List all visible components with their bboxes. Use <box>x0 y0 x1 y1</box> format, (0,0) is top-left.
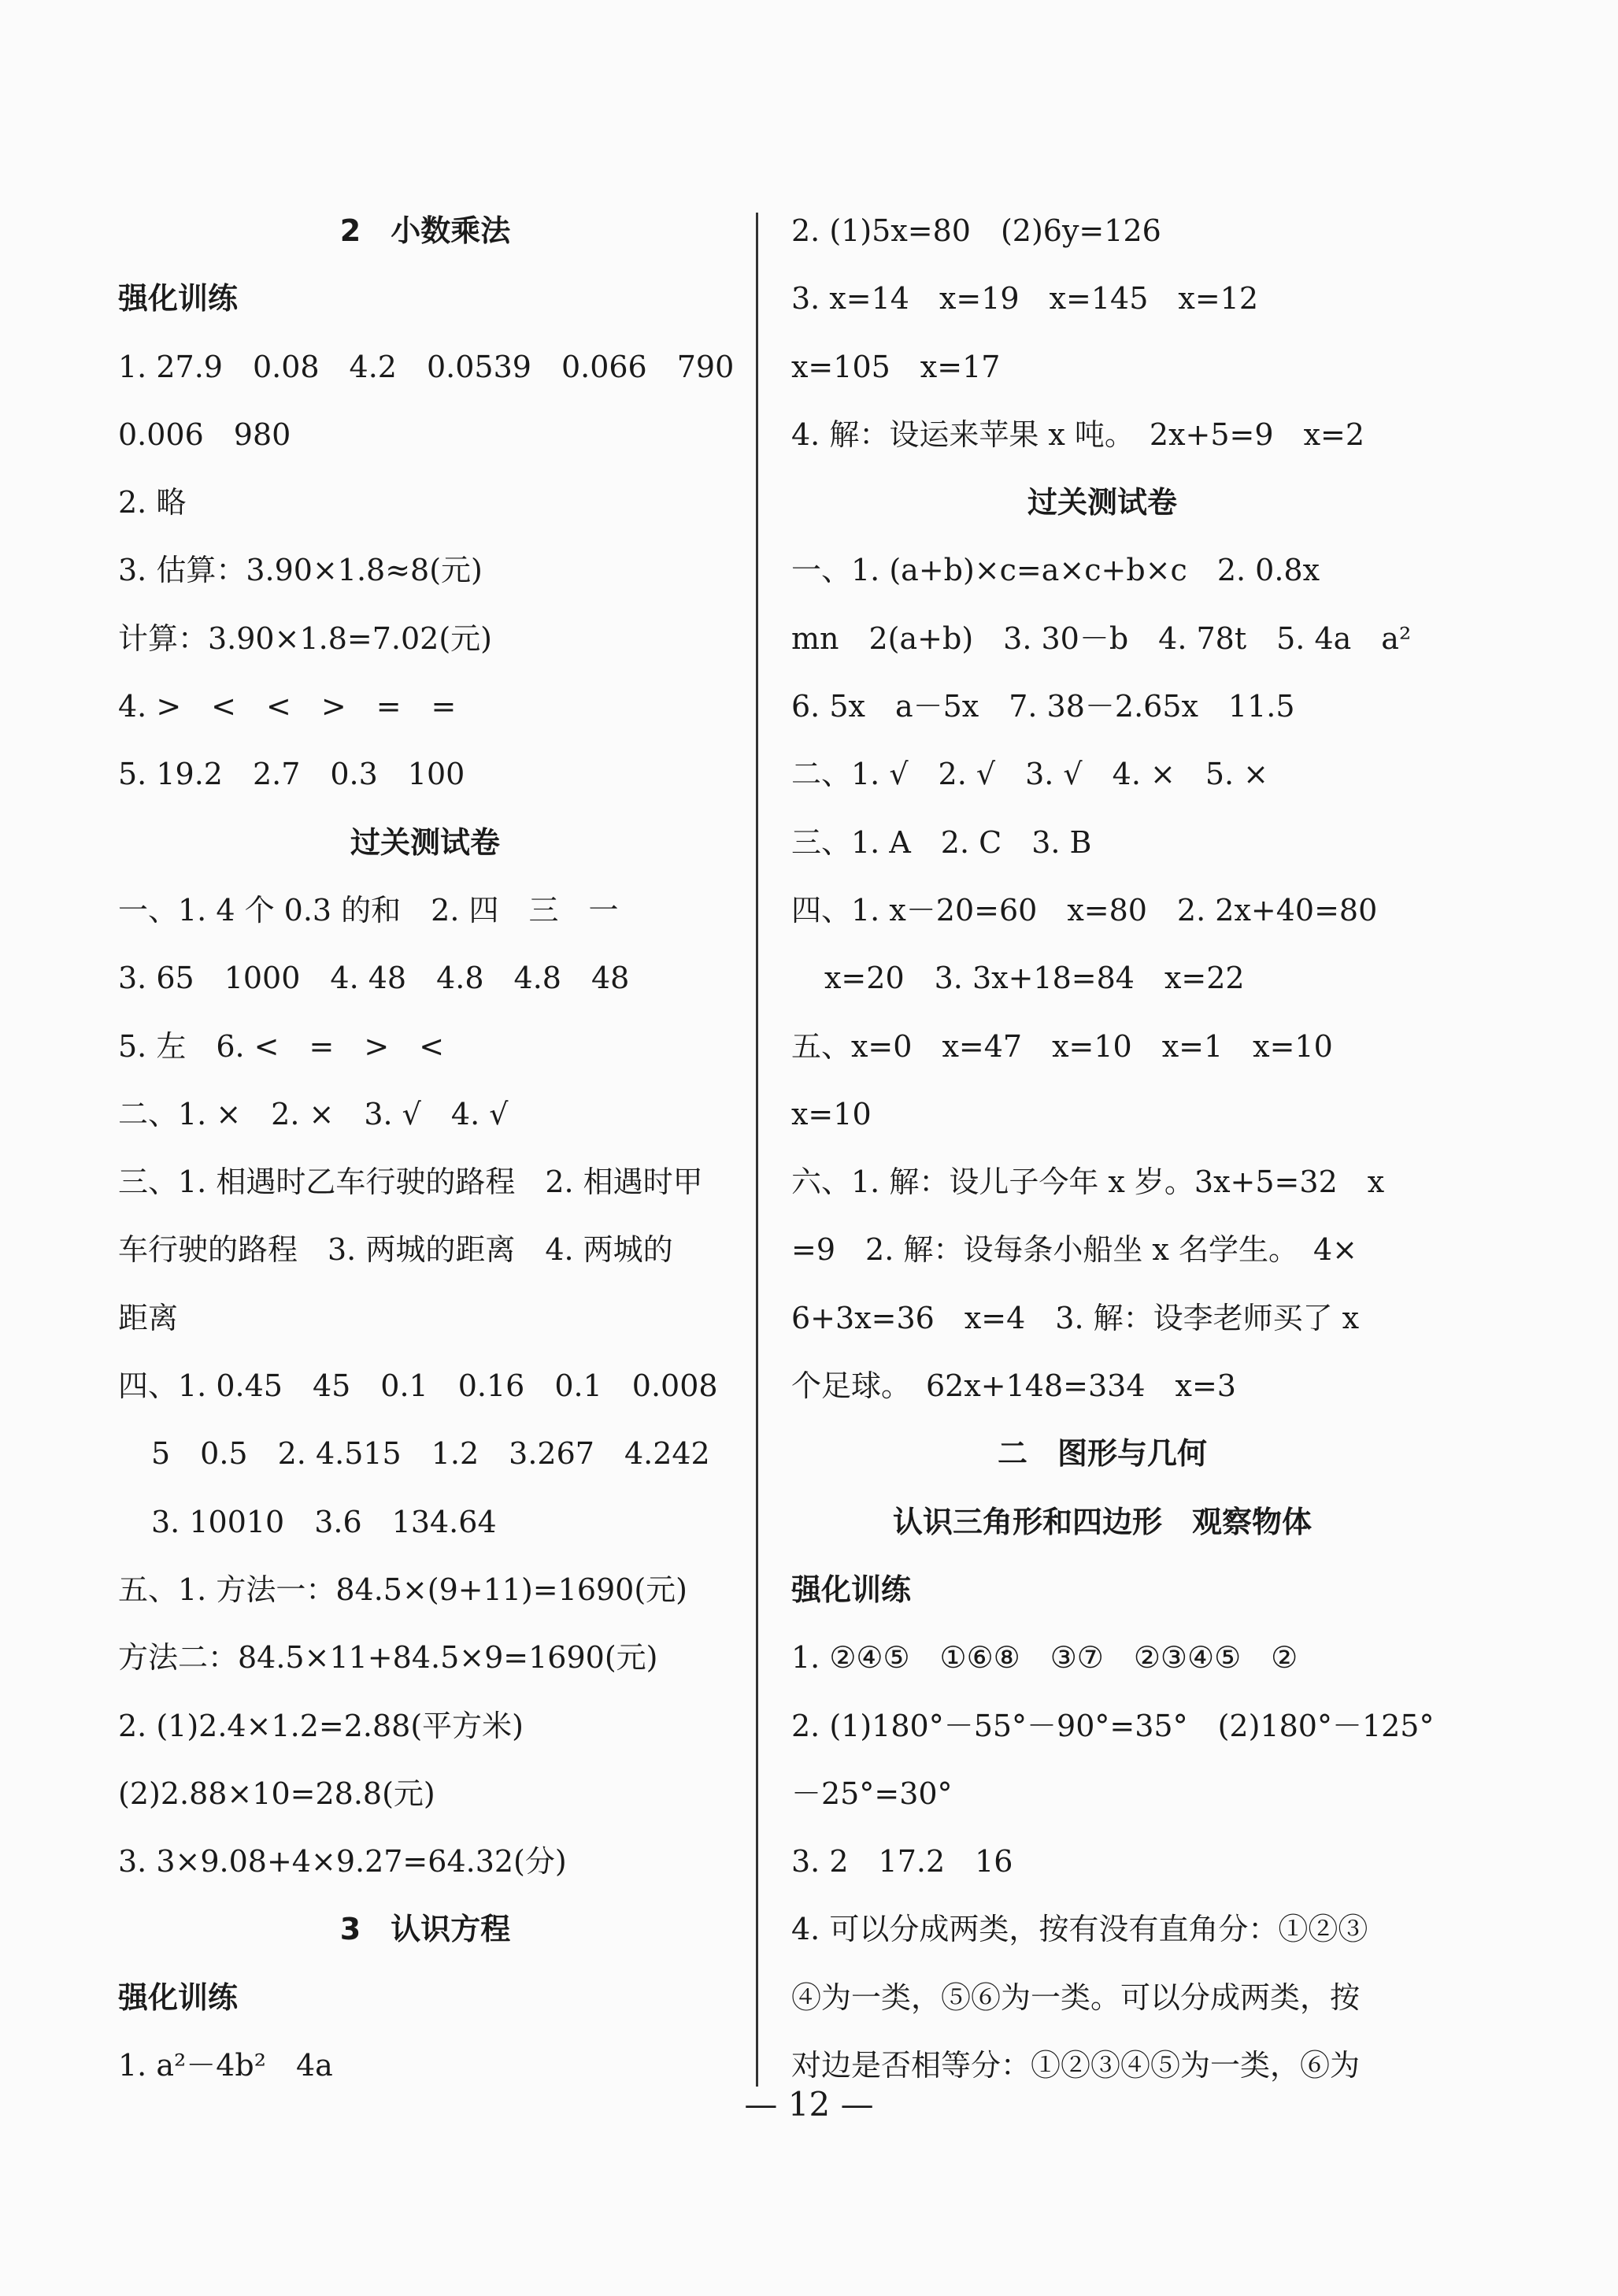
answer-line: 一、1. (a+b)×c=a×c+b×c 2. 0.8x <box>791 553 1320 588</box>
answer-line: (2)2.88×10=28.8(元) <box>118 1776 435 1811</box>
answer-line: 4. > < < > = = <box>118 689 457 724</box>
answer-line: x=105 x=17 <box>791 349 1001 384</box>
page-number: — 12 — <box>744 2085 874 2124</box>
answer-line: 一、1. 4 个 0.3 的和 2. 四 三 一 <box>118 892 619 928</box>
answer-line: 1. 27.9 0.08 4.2 0.0539 0.066 790 <box>118 349 735 384</box>
answer-line: 个足球。 62x+148=334 x=3 <box>791 1368 1236 1404</box>
section-heading: 二 图形与几何 <box>997 1436 1207 1472</box>
answer-line: 2. (1)5x=80 (2)6y=126 <box>791 213 1161 248</box>
section-heading: 认识三角形和四边形 观察物体 <box>892 1504 1312 1539</box>
answer-line: x=20 3. 3x+18=84 x=22 <box>824 961 1245 996</box>
answer-line: 车行驶的路程 3. 两城的距离 4. 两城的 <box>118 1232 673 1268</box>
answer-line: 三、1. A 2. C 3. B <box>791 824 1092 860</box>
answer-line: 3. x=14 x=19 x=145 x=12 <box>791 281 1259 317</box>
section-heading: 过关测试卷 <box>1027 485 1177 520</box>
answer-line: x=10 <box>791 1096 872 1131</box>
answer-line: 3. 65 1000 4. 48 4.8 4.8 48 <box>118 961 630 996</box>
answer-line: 0.006 980 <box>118 417 291 452</box>
answer-line: mn 2(a+b) 3. 30－b 4. 78t 5. 4a a² <box>791 620 1412 656</box>
answer-line: －25°=30° <box>791 1776 953 1811</box>
answer-line: 4. 解：设运来苹果 x 吨。 2x+5=9 x=2 <box>791 417 1365 452</box>
subsection-heading: 强化训练 <box>791 1572 912 1607</box>
answer-line: 2. (1)180°－55°－90°=35° (2)180°－125° <box>791 1708 1435 1743</box>
answer-line: 五、x=0 x=47 x=10 x=1 x=10 <box>791 1028 1333 1064</box>
answer-line: 2. 略 <box>118 485 187 520</box>
subsection-heading: 强化训练 <box>118 1979 239 2015</box>
answer-line: 4. 可以分成两类，按有没有直角分：①②③ <box>791 1912 1368 1947</box>
answer-line: 3. 估算：3.90×1.8≈8(元) <box>118 553 483 588</box>
answer-line: 五、1. 方法一：84.5×(9+11)=1690(元) <box>118 1572 688 1607</box>
answer-line: 计算：3.90×1.8=7.02(元) <box>118 620 492 656</box>
section-heading: 3 认识方程 <box>339 1912 511 1947</box>
answer-line: 5. 左 6. < = > < <box>118 1028 445 1064</box>
answer-line: 2. (1)2.4×1.2=2.88(平方米) <box>118 1708 524 1743</box>
answer-line: 6+3x=36 x=4 3. 解：设李老师买了 x <box>791 1300 1360 1335</box>
right-column <box>791 197 1435 2099</box>
section-heading: 2 小数乘法 <box>339 213 511 248</box>
answer-line: ④为一类，⑤⑥为一类。可以分成两类，按 <box>791 1979 1361 2015</box>
answer-line: 对边是否相等分：①②③④⑤为一类，⑥为 <box>791 2048 1361 2083</box>
answer-line: =9 2. 解：设每条小船坐 x 名学生。 4× <box>791 1232 1357 1268</box>
answer-line: 5 0.5 2. 4.515 1.2 3.267 4.242 <box>151 1436 710 1472</box>
answer-line: 6. 5x a－5x 7. 38－2.65x 11.5 <box>791 689 1295 724</box>
answer-line: 1. a²－4b² 4a <box>118 2048 333 2083</box>
subsection-heading: 强化训练 <box>118 281 239 317</box>
answer-line: 1. ②④⑤ ①⑥⑧ ③⑦ ②③④⑤ ② <box>791 1640 1298 1676</box>
answer-line: 三、1. 相遇时乙车行驶的路程 2. 相遇时甲 <box>118 1165 703 1200</box>
left-column <box>118 197 735 2099</box>
answer-line: 3. 10010 3.6 134.64 <box>151 1504 497 1539</box>
answer-line: 二、1. √ 2. √ 3. √ 4. × 5. × <box>791 757 1268 792</box>
answer-line: 距离 <box>118 1300 179 1335</box>
answer-line: 四、1. 0.45 45 0.1 0.16 0.1 0.008 <box>118 1368 718 1404</box>
answer-line: 二、1. × 2. × 3. √ 4. √ <box>118 1096 509 1131</box>
answer-line: 3. 3×9.08+4×9.27=64.32(分) <box>118 1844 567 1879</box>
answer-line: 3. 2 17.2 16 <box>791 1844 1013 1879</box>
answer-line: 六、1. 解：设儿子今年 x 岁。3x+5=32 x <box>791 1165 1385 1200</box>
answer-line: 方法二：84.5×11+84.5×9=1690(元) <box>118 1640 658 1676</box>
section-heading: 过关测试卷 <box>350 824 500 860</box>
answer-line: 5. 19.2 2.7 0.3 100 <box>118 757 465 792</box>
column-divider <box>756 213 758 2087</box>
answer-line: 四、1. x－20=60 x=80 2. 2x+40=80 <box>791 892 1378 928</box>
